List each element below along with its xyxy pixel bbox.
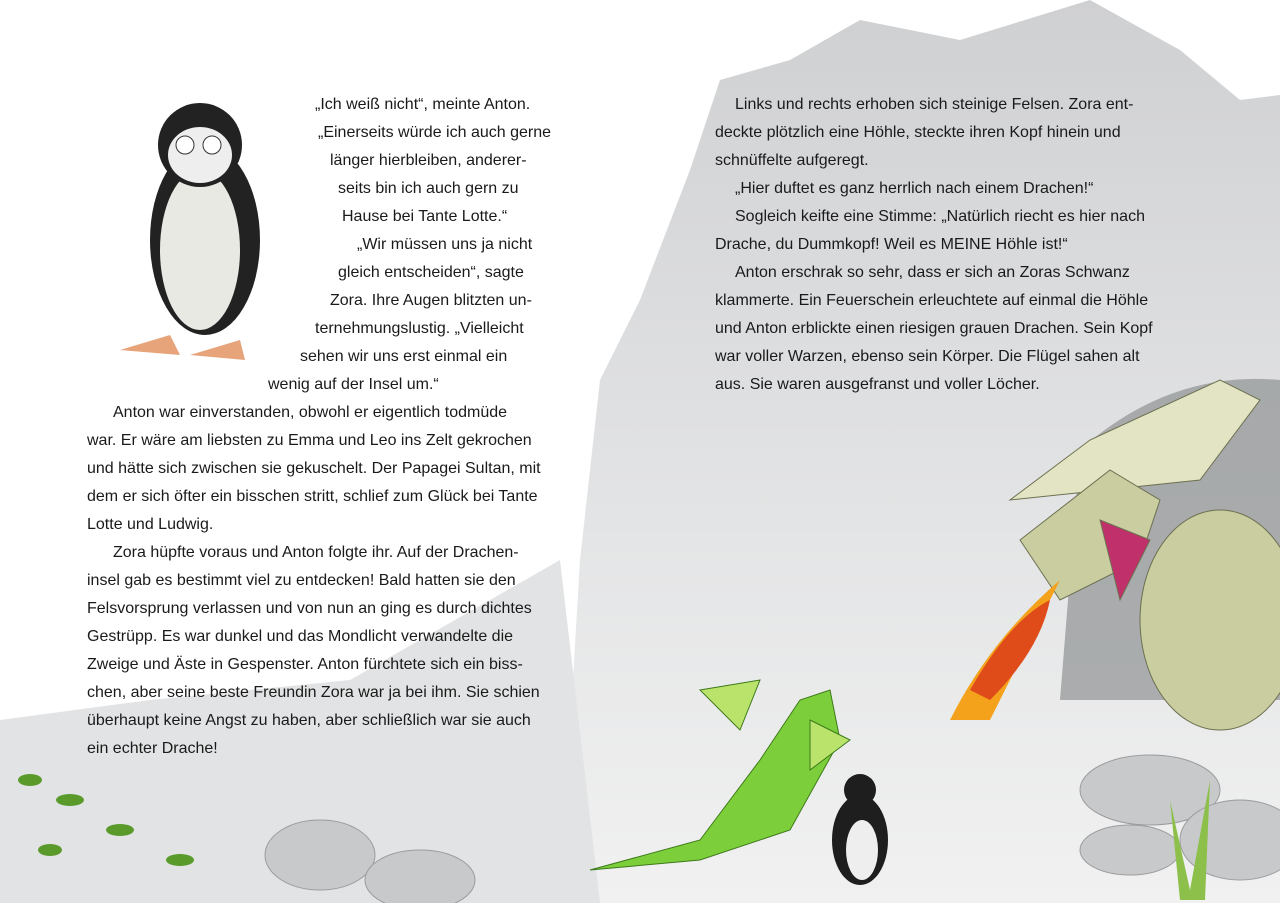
text-line: länger hierbleiben, anderer- [330, 152, 527, 169]
text-line: ternehmungslustig. „Vielleicht [315, 320, 524, 337]
text-line: Links und rechts erhoben sich steinige Felsen. Zora ent- [735, 96, 1134, 113]
text-line: wenig auf der Insel um.“ [268, 376, 439, 393]
text-line: seits bin ich auch gern zu [338, 180, 519, 197]
text-line: „Hier duftet es ganz herrlich nach einem Drachen!“ [735, 180, 1094, 197]
text-line: deckte plötzlich eine Höhle, steckte ihren Kopf hinein und [715, 124, 1121, 141]
text-line: Zora. Ihre Augen blitzten un- [330, 292, 532, 309]
text-line: Anton war einverstanden, obwohl er eigentlich todmüde [113, 404, 508, 421]
text-line: klammerte. Ein Feuerschein erleuchtete auf einmal die Höhle [715, 292, 1149, 309]
text-line: ein echter Drache! [87, 740, 218, 757]
text-line: dem er sich öfter ein bisschen stritt, schlief zum Glück bei Tante [87, 488, 538, 505]
text-line: Zora hüpfte voraus und Anton folgte ihr. Auf der Drachen- [113, 544, 519, 561]
text-line: war voller Warzen, ebenso sein Körper. Die Flügel sahen alt [715, 348, 1140, 365]
text-line: Gestrüpp. Es war dunkel und das Mondlicht verwandelte die [87, 628, 514, 645]
text-line: aus. Sie waren ausgefranst und voller Löcher. [715, 376, 1040, 393]
text-line: chen, aber seine beste Freundin Zora war ja bei ihm. Sie schien [87, 684, 540, 701]
text-line: schnüffelte aufgeregt. [715, 152, 869, 169]
text-line: Anton erschrak so sehr, dass er sich an Zoras Schwanz [735, 264, 1130, 281]
text-line: Hause bei Tante Lotte.“ [342, 208, 508, 225]
text-line: insel gab es bestimmt viel zu entdecken! Bald hatten sie den [87, 572, 516, 589]
text-line: „Ich weiß nicht“, meinte Anton. [315, 96, 531, 113]
text-line: Sogleich keifte eine Stimme: „Natürlich riecht es hier nach [735, 208, 1145, 225]
text-line: gleich entscheiden“, sagte [338, 264, 524, 281]
anton-penguin-large [120, 103, 260, 360]
text-line: Felsvorsprung verlassen und von nun an ging es durch dichtes [87, 600, 532, 617]
text-line: und Anton erblickte einen riesigen grauen Drachen. Sein Kopf [715, 320, 1153, 337]
text-line: sehen wir uns erst einmal ein [300, 348, 508, 365]
text-line: Drache, du Dummkopf! Weil es MEINE Höhle ist!“ [715, 236, 1068, 253]
text-line: war. Er wäre am liebsten zu Emma und Leo ins Zelt gekrochen [87, 432, 532, 449]
text-line: „Einerseits würde ich auch gerne [318, 124, 552, 141]
text-line: und hätte sich zwischen sie gekuschelt. Der Papagei Sultan, mit [87, 460, 541, 477]
text-line: Lotte und Ludwig. [87, 516, 214, 533]
text-line: Zweige und Äste in Gespenster. Anton fürchtete sich ein biss- [87, 656, 523, 673]
text-line: „Wir müssen uns ja nicht [357, 236, 533, 253]
text-line: überhaupt keine Angst zu haben, aber schließlich war sie auch [87, 712, 531, 729]
